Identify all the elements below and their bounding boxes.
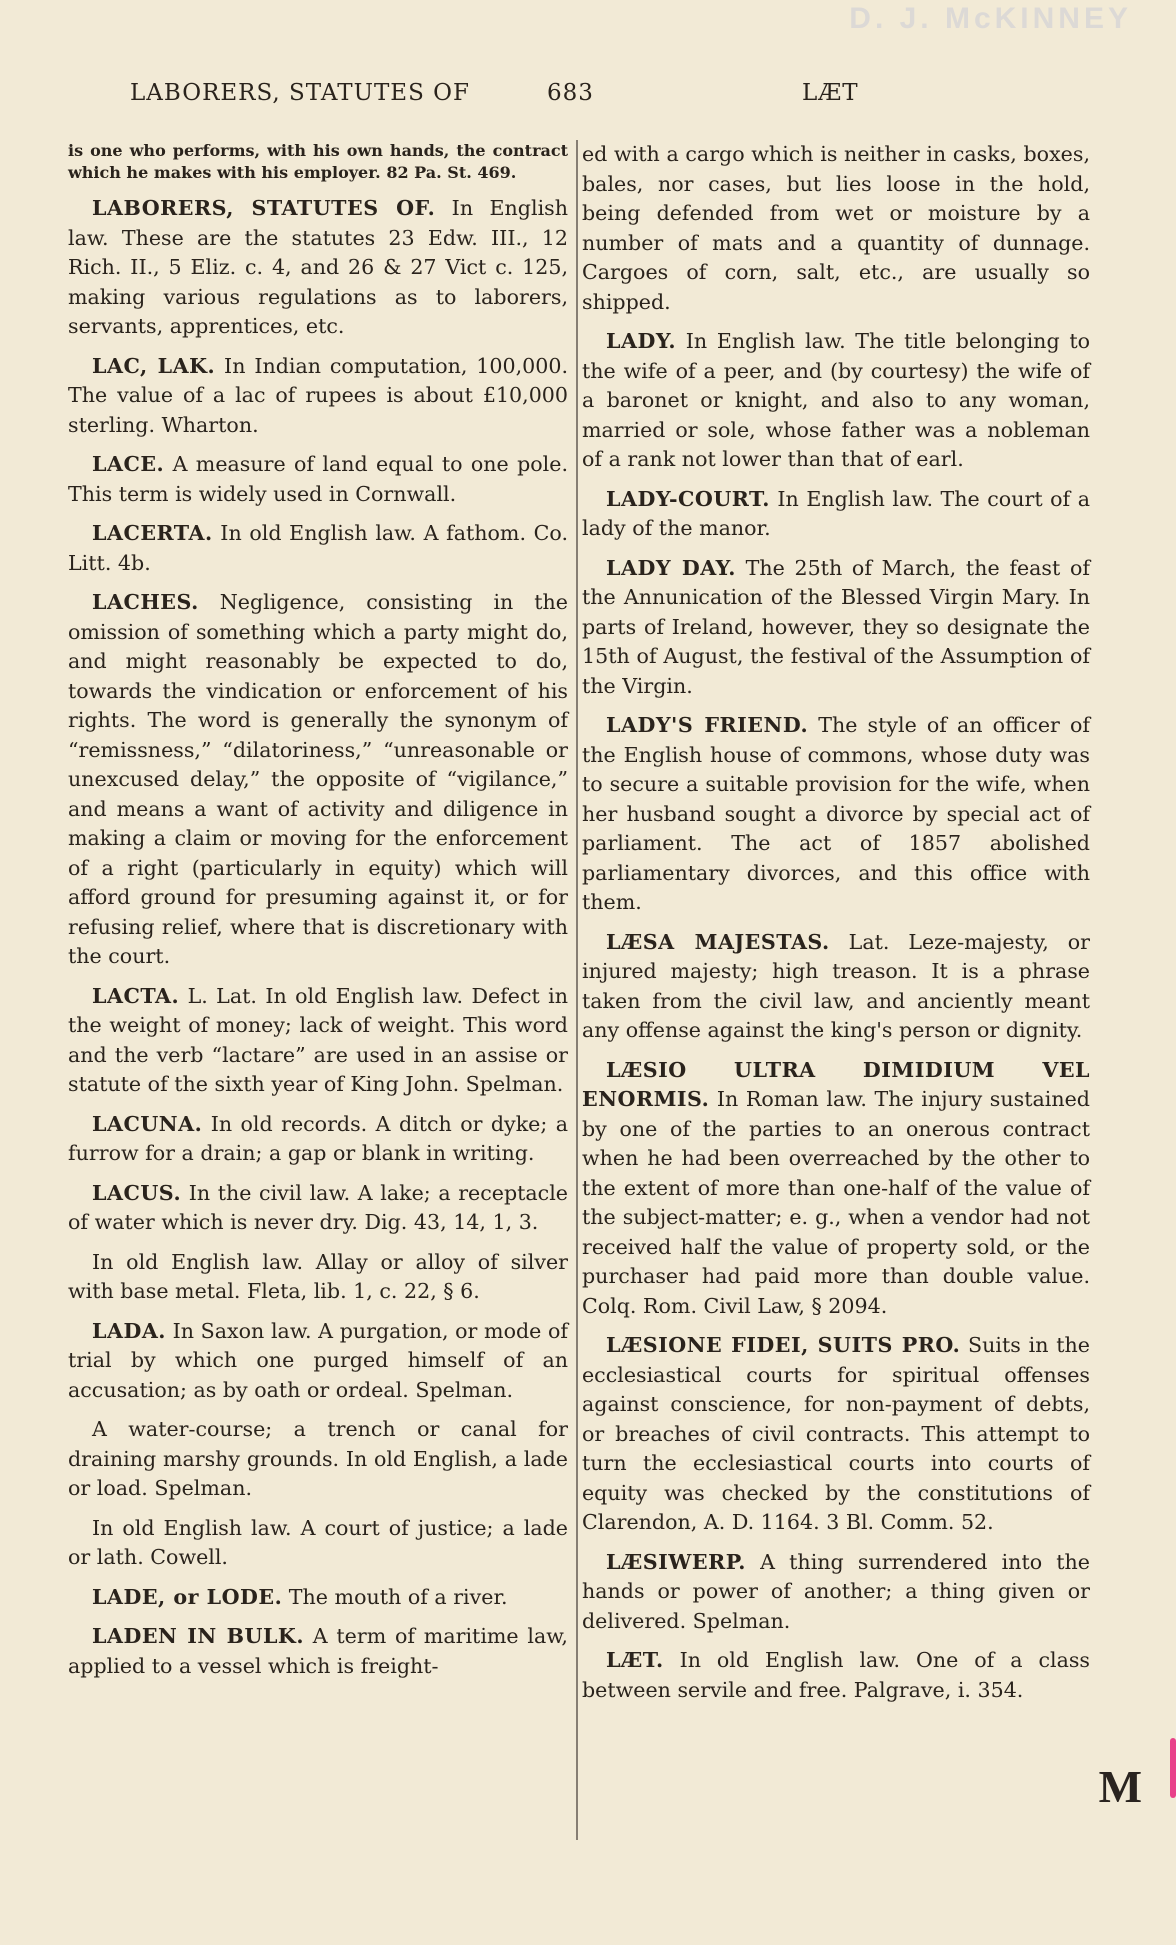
entry-definition: Suits in the ecclesiastical courts for spiritual offenses against conscience, for non-payment of debts, or breaches of civil contracts. This attempt to turn the ecclesiastical courts into courts of equity was checked by the constitutions of Clarendon, A. D. 1164. 3 Bl. Comm. 52. [582, 1333, 1090, 1534]
entry-headword: LADY DAY. [606, 555, 736, 580]
entry-headword: LADE, or LODE. [92, 1584, 283, 1609]
entry-headword: LABORERS, STATUTES OF. [92, 196, 436, 220]
dictionary-entry [68, 1179, 568, 1238]
entry-definition: A water-course; a trench or canal for draining marshy grounds. In old English, a lade or load. Spelman. [68, 1417, 568, 1500]
entry-headword: LÆSIWERP. [606, 1549, 746, 1574]
entry-definition: In old English law. One of a class between servile and free. Palgrave, i. 354. [582, 1648, 1090, 1702]
dictionary-entry [582, 1548, 1090, 1637]
dictionary-entry [68, 140, 568, 184]
entry-definition: A term of maritime law, applied to a vessel which is freight- [68, 1624, 568, 1678]
entry-definition: In Indian computation, 100,000. The value of a lac of rupees is about £10,000 sterling. Wharton. [68, 353, 569, 437]
page-edge-mark [1170, 1738, 1176, 1798]
entry-headword: LADEN IN BULK. [92, 1624, 304, 1648]
dictionary-entry [68, 194, 568, 342]
dictionary-entry [582, 711, 1090, 918]
dictionary-entry [68, 1317, 568, 1406]
entry-definition: L. Lat. In old English law. Defect in the weight of money; lack of weight. This word and the verb “lactare” are used in an assise or statute of the sixth year of King John. Spelman. [68, 983, 568, 1096]
entry-definition: In Saxon law. A purgation, or mode of trial by which one purged himself of an accusation; as by oath or ordeal. Spelman. [68, 1318, 568, 1402]
entry-definition: A thing surrendered into the hands or power of another; a thing given or delivered. Spelman. [582, 1549, 1090, 1633]
entry-definition: In English law. The title belonging to the wife of a peer, and (by courtesy) the wife of a baronet or knight, and also to any woman, married or sole, whose father was a nobleman of a rank not lower than that of earl. [582, 329, 1090, 471]
entry-definition: is one who performs, with his own hands, the contract which he makes with his employer. 82 Pa. St. 469. [68, 141, 568, 182]
entry-definition: Negligence, consisting in the omission of something which a party might do, and might reasonably be expected to do, towards the vindication or enforcement of his rights. The word is generally the synonym of “remissness,” “dilatoriness,” “unreasonable or unexcused delay,” the opposite of “vigilance,” and means a want of activity and diligence in making a claim or moving for the enforcement of a right (particularly in equity) which will afford ground for presuming against it, or for refusing relief, where that is discretionary with the court. [68, 590, 568, 968]
entry-headword: LACHES. [92, 590, 199, 614]
entry-headword: LACUNA. [92, 1111, 203, 1136]
entry-headword: LACERTA. [92, 521, 213, 545]
dictionary-entry [582, 485, 1090, 544]
library-stamp: D. J. McKINNEY [849, 2, 1132, 35]
dictionary-entry [68, 1110, 568, 1169]
entry-definition: In old English law. A court of justice; a lade or lath. Cowell. [68, 1515, 568, 1569]
entry-headword: LADY-COURT. [606, 486, 770, 511]
dictionary-entry [582, 140, 1090, 317]
dictionary-entry [68, 1415, 568, 1504]
dictionary-entry [582, 554, 1090, 702]
entry-definition: The 25th of March, the feast of the Annunication of the Blessed Virgin Mary. In parts of Ireland, however, they so designate the 15th of August, the festival of the Assumption of the Virgin. [582, 555, 1090, 698]
running-header [130, 80, 996, 114]
column-divider [576, 140, 578, 1840]
dictionary-entry [68, 352, 568, 441]
dictionary-entry [68, 1622, 568, 1681]
entry-headword: LADY. [606, 329, 677, 353]
dictionary-entry [68, 588, 568, 972]
entry-headword: LAC, LAK. [92, 353, 216, 378]
entry-headword: LÆT. [606, 1648, 664, 1672]
entry-headword: LÆSIONE FIDEI, SUITS PRO. [606, 1333, 961, 1357]
header-right-guide-word: LÆT [802, 80, 859, 106]
entry-definition: Lat. Leze-majesty, or injured majesty; high treason. It is a phrase taken from the civil law, and anciently meant any offense against the king's person or dignity. [582, 929, 1090, 1042]
entry-definition: ed with a cargo which is neither in casks, boxes, bales, nor cases, but lies loose in the hold, being defended from wet or moisture by a number of mats and a quantity of dunnage. Cargoes of corn, salt, etc., are usually so shipped. [582, 142, 1090, 314]
entry-headword: LÆSIO ULTRA DIMIDIUM VEL ENORMIS. [582, 1057, 1090, 1111]
entry-headword: LADY'S FRIEND. [606, 713, 809, 737]
dictionary-entry [68, 1248, 568, 1307]
entry-headword: LACE. [92, 452, 165, 476]
right-column [582, 140, 1090, 1715]
dictionary-entry [582, 1056, 1090, 1322]
entry-definition: In Roman law. The injury sustained by one of the parties to an onerous contract when he had been overreached by the other to the extent of more than one-half of the value of the subject-matter; e. g., when a vendor had not received half the value of property sold, or the purchaser had paid more than double value. Colq. Rom. Civil Law, § 2094. [582, 1087, 1090, 1318]
entry-headword: LACUS. [92, 1180, 182, 1205]
thumb-index-letter: M [1098, 1761, 1142, 1812]
entry-headword: LÆSA MAJESTAS. [606, 929, 830, 954]
dictionary-entry [68, 982, 568, 1100]
entry-definition: A measure of land equal to one pole. This term is widely used in Cornwall. [68, 452, 568, 506]
dictionary-entry [68, 519, 568, 578]
entry-definition: In old records. A ditch or dyke; a furrow for a drain; a gap or blank in writing. [68, 1111, 568, 1165]
entry-headword: LACTA. [92, 983, 180, 1008]
left-column [68, 140, 568, 1691]
dictionary-entry [68, 450, 568, 509]
page-number: 683 [547, 80, 594, 106]
entry-definition: The mouth of a river. [282, 1584, 508, 1609]
dictionary-entry [582, 327, 1090, 475]
entry-definition: In the civil law. A lake; a receptacle of water which is never dry. Dig. 43, 14, 1, 3. [68, 1180, 568, 1234]
entry-definition: In old English law. Allay or alloy of silver with base metal. Fleta, lib. 1, c. 22, § 6. [68, 1249, 568, 1303]
entry-definition: In English law. These are the statutes 23 Edw. III., 12 Rich. II., 5 Eliz. c. 4, and 26 & 27 Vict c. 125, making various regulations as to laborers, servants, apprentices, etc. [68, 196, 568, 338]
entry-definition: In English law. The court of a lady of the manor. [582, 486, 1090, 540]
dictionary-entry [582, 928, 1090, 1046]
entry-definition: In old English law. A fathom. Co. Litt. 4b. [68, 521, 568, 575]
dictionary-entry [68, 1583, 568, 1613]
dictionary-entry [68, 1514, 568, 1573]
entry-definition: The style of an officer of the English house of commons, whose duty was to secure a suitable provision for the wife, when her husband sought a divorce by special act of parliament. The act of 1857 abolished parliamentary divorces, and this office with them. [582, 713, 1090, 914]
entry-headword: LADA. [92, 1318, 166, 1343]
dictionary-entry [582, 1331, 1090, 1538]
header-left-guide-word: LABORERS, STATUTES OF [130, 80, 470, 106]
dictionary-entry [582, 1646, 1090, 1705]
